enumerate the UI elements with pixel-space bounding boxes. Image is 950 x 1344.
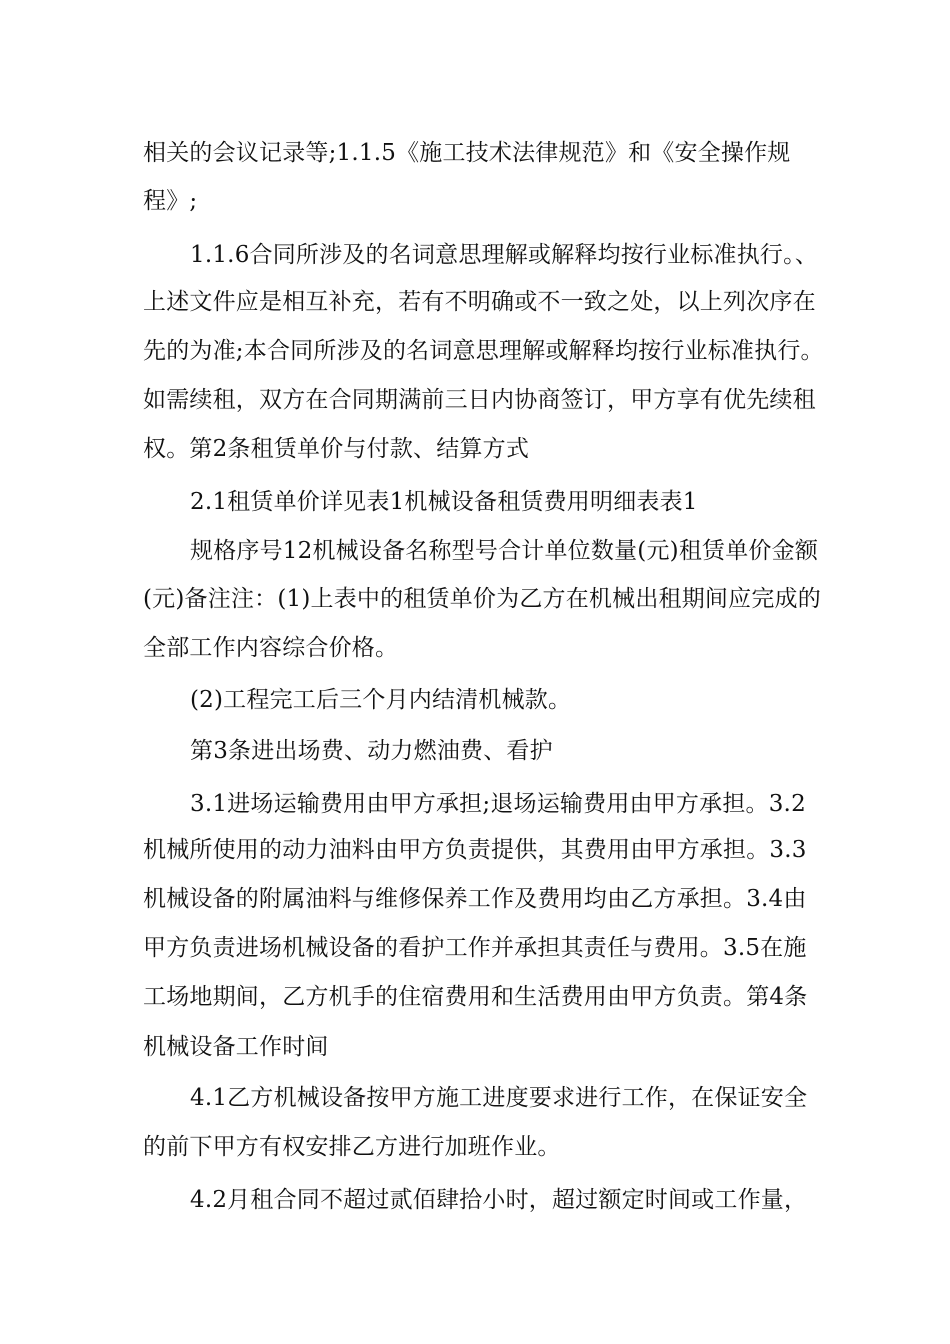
text-line: 程》; [143, 188, 198, 214]
text-line: 先的为准;本合同所涉及的名词意思理解或解释均按行业标准执行。 [143, 338, 824, 364]
text-line: (元)备注注：(1)上表中的租赁单价为乙方在机械出租期间应完成的 [143, 586, 821, 612]
text-line: 相关的会议记录等;1.1.5《施工技术法律规范》和《安全操作规 [143, 140, 791, 166]
text-line: 4.2月租合同不超过贰佰肆拾小时，超过额定时间或工作量， [190, 1187, 808, 1213]
text-line: 规格序号12机械设备名称型号合计单位数量(元)租赁单价金额 [190, 538, 819, 564]
text-line: 机械设备工作时间 [143, 1034, 329, 1060]
text-line: 工场地期间，乙方机手的住宿费用和生活费用由甲方负责。第4条 [143, 984, 808, 1010]
text-line: 4.1乙方机械设备按甲方施工进度要求进行工作，在保证安全 [190, 1085, 808, 1111]
text-line: 1.1.6合同所涉及的名词意思理解或解释均按行业标准执行。、 [190, 242, 819, 268]
text-line: 全部工作内容综合价格。 [143, 635, 399, 661]
text-line: 2.1租赁单价详见表1机械设备租赁费用明细表表1 [190, 489, 698, 515]
text-line: 机械设备的附属油料与维修保养工作及费用均由乙方承担。3.4由 [143, 886, 807, 912]
text-line: 如需续租，双方在合同期满前三日内协商签订，甲方享有优先续租 [143, 387, 816, 413]
text-line: 3.1进场运输费用由甲方承担;退场运输费用由甲方承担。3.2 [190, 791, 806, 817]
text-line: 上述文件应是相互补充，若有不明确或不一致之处，以上列次序在 [143, 289, 816, 315]
text-line: 甲方负责进场机械设备的看护工作并承担其责任与费用。3.5在施 [143, 935, 807, 961]
text-line: 权。第2条租赁单价与付款、结算方式 [143, 436, 530, 462]
text-line: 第3条进出场费、动力燃油费、看护 [190, 738, 553, 764]
text-line: (2)工程完工后三个月内结清机械款。 [190, 687, 572, 713]
text-line: 的前下甲方有权安排乙方进行加班作业。 [143, 1134, 561, 1160]
text-line: 机械所使用的动力油料由甲方负责提供，其费用由甲方承担。3.3 [143, 837, 807, 863]
